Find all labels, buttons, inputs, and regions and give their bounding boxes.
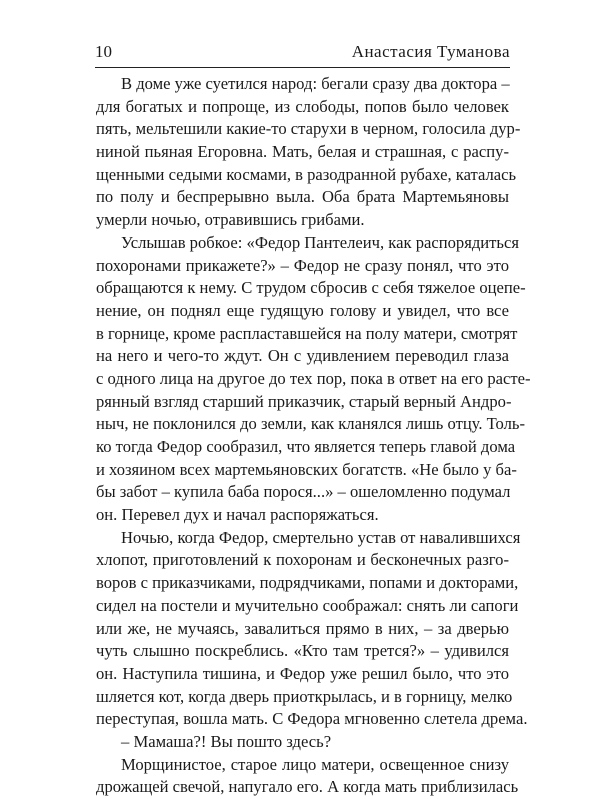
text-line: сидел на постели и мучительно соображал: снять ли сапоги [96,595,519,615]
page-number: 10 [95,42,112,61]
text-line: по полу и беспрерывно выла. Оба брата Мартемьяновы [96,187,509,207]
text-line: обращаются к нему. С трудом сбросив с себя тяжелое оцепе- [96,278,526,298]
text-line: похоронами прикажете?» – Федор не сразу понял, что это [96,255,509,275]
text-line: Ночью, когда Федор, смертельно устав от навалившихся [121,527,521,547]
body-text [96,73,531,799]
text-line: или же, не мучаясь, завалиться прямо в них, – за дверью [96,618,509,638]
text-line: Морщинистое, старое лицо матери, освещенное снизу [121,754,509,774]
text-line: Услышав робкое: «Федор Пантелеич, как распорядиться [121,232,519,252]
text-line: он. Наступила тишина, и Федор уже решил было, что это [96,663,509,683]
text-line: хлопот, приготовлений к похоронам и бесконечных разго- [96,550,509,570]
text-line: переступая, вошла мать. С Федора мгновенно слетела дрема. [96,709,528,729]
running-head: Анастасия Туманова [351,42,510,61]
text-line: ниной пьяная Егоровна. Мать, белая и страшная, с распу- [96,142,509,162]
text-line: для богатых и попроще, из слободы, попов было человек [96,96,509,116]
header-rule [95,67,510,68]
text-line: воров с приказчиками, подрядчиками, попами и докторами, [96,573,519,593]
text-line: пять, мельтешили какие-то старухи в черном, голосила дур- [96,119,521,139]
text-line: бы забот – купила баба порося...» – ошеломленно подумал [96,482,511,502]
text-line: нение, он поднял еще гудящую голову и увидел, что все [96,300,509,320]
text-line: в горнице, кроме распластавшейся на полу матери, смотрят [96,323,518,343]
text-line: он. Перевел дух и начал распоряжаться. [96,505,379,525]
text-line: ко тогда Федор сообразил, что является теперь главой дома [96,437,516,456]
text-line: и хозяином всех мартемьяновских богатств. «Не было у ба- [96,459,517,479]
text-line: ныч, не поклонился до земли, как кланялся лишь отцу. Толь- [96,414,526,434]
text-line: В доме уже суетился народ: бегали сразу два доктора – [121,74,510,93]
text-line: на него и чего-то ждут. Он с удивлением переводил глаза [96,346,509,366]
text-line: щенными седыми космами, в разодранной рубахе, каталась [96,164,517,184]
text-line: дрожащей свечой, напугало его. А когда мать приблизилась [96,777,519,797]
text-line: шляется кот, когда дверь приоткрылась, и в горницу, мелко [96,686,513,706]
text-line: – Мамаша?! Вы пошто здесь? [121,731,332,751]
text-line: умерли ночью, отравившись грибами. [96,210,365,230]
page-header [95,40,510,64]
text-line: чуть слышно поскреблись. «Кто там трется?» – удивился [96,641,509,661]
text-line: с одного лица на другое до тех пор, пока в ответ на его расте- [96,368,531,388]
text-line: рянный взгляд старший приказчик, старый верный Андро- [96,391,512,411]
